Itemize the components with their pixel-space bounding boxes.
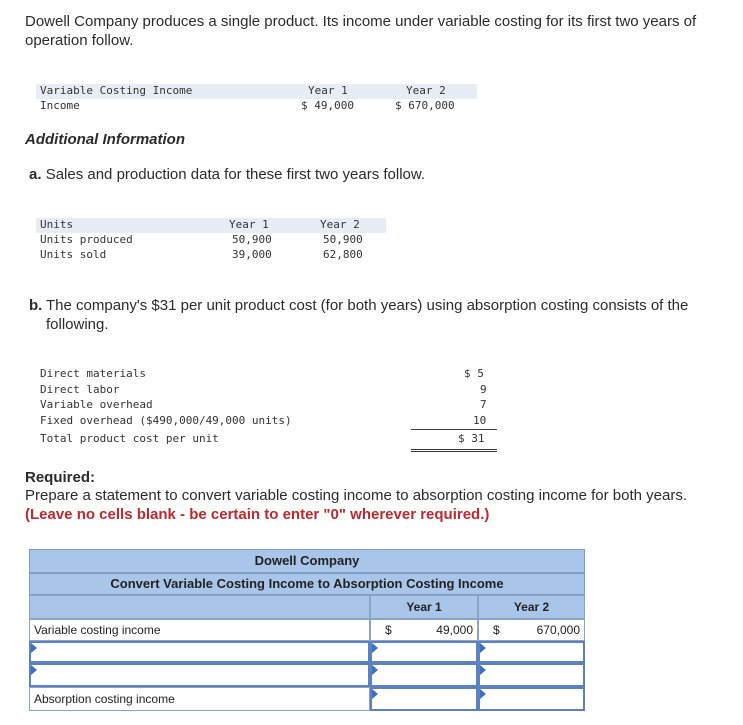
cost-row-value: 7 bbox=[480, 398, 487, 411]
required-title: Required: bbox=[25, 469, 96, 486]
cost-row bbox=[36, 414, 496, 430]
cost-row-value: $ 5 bbox=[464, 367, 484, 380]
units-table-header bbox=[36, 218, 386, 233]
units-row-year1: 39,000 bbox=[232, 248, 272, 261]
adjustment-label-input-2[interactable] bbox=[29, 663, 370, 687]
column-header-blank bbox=[29, 595, 370, 619]
cost-total-row bbox=[36, 432, 496, 448]
units-row-year1: 50,900 bbox=[232, 233, 272, 246]
income-header-label: Variable Costing Income bbox=[40, 84, 193, 97]
cost-total-label: Total product cost per unit bbox=[40, 432, 219, 445]
units-header-label: Units bbox=[40, 218, 74, 231]
cost-row-value: 10 bbox=[473, 413, 487, 427]
units-row bbox=[36, 233, 386, 248]
adjustment-year1-input-1[interactable] bbox=[370, 641, 478, 663]
part-b bbox=[29, 296, 729, 334]
cost-total-value: $ 31 bbox=[458, 432, 485, 445]
column-header-year1: Year 1 bbox=[370, 595, 478, 619]
units-row-label: Units produced bbox=[40, 233, 133, 246]
income-row bbox=[36, 99, 477, 114]
adjustment-label-input-1[interactable] bbox=[29, 641, 370, 663]
worksheet-title: Convert Variable Costing Income to Absorption Costing Income bbox=[29, 573, 585, 595]
additional-info-title: Additional Information bbox=[25, 131, 185, 148]
part-a-text: Sales and production data for these first two years follow. bbox=[45, 166, 426, 183]
adjustment-year2-input-2[interactable] bbox=[478, 663, 585, 687]
dropdown-arrow-icon bbox=[31, 643, 37, 653]
dropdown-arrow-icon bbox=[372, 665, 378, 675]
dropdown-arrow-icon bbox=[31, 665, 37, 675]
adjustment-year1-input-2[interactable] bbox=[370, 663, 478, 687]
required-note: (Leave no cells blank - be certain to enter "0" wherever required.) bbox=[25, 506, 490, 523]
variable-income-year2-cell bbox=[478, 619, 585, 641]
dollar-sign: $ bbox=[493, 623, 500, 637]
part-b-text: The company's $31 per unit product cost (for both years) using absorption costing consists of the following. bbox=[46, 297, 689, 333]
income-row-year2: $ 670,000 bbox=[395, 99, 455, 112]
worksheet bbox=[29, 549, 585, 713]
adjustment-year2-input-1[interactable] bbox=[478, 641, 585, 663]
income-row-label: Income bbox=[40, 99, 80, 112]
part-b-letter: b. bbox=[29, 297, 43, 314]
units-row-year2: 50,900 bbox=[323, 233, 363, 246]
dropdown-arrow-icon bbox=[372, 643, 378, 653]
variable-income-year2: 670,000 bbox=[536, 623, 580, 637]
cost-row-value: 9 bbox=[480, 382, 487, 396]
absorption-income-year1-input[interactable] bbox=[370, 687, 478, 711]
variable-income-label: Variable costing income bbox=[29, 619, 370, 641]
income-header-year2: Year 2 bbox=[406, 84, 446, 97]
units-table bbox=[36, 218, 386, 263]
dropdown-arrow-icon bbox=[480, 689, 486, 699]
units-row-label: Units sold bbox=[40, 248, 107, 261]
units-header-year2: Year 2 bbox=[320, 218, 360, 231]
cost-row-label: Variable overhead bbox=[40, 398, 153, 411]
cost-table bbox=[36, 367, 496, 445]
column-header-year2: Year 2 bbox=[478, 595, 585, 619]
income-row-year1: $ 49,000 bbox=[301, 99, 354, 112]
dollar-sign: $ bbox=[385, 623, 392, 637]
units-row-year2: 62,800 bbox=[323, 248, 363, 261]
cost-row-label: Direct labor bbox=[40, 382, 120, 396]
absorption-income-label: Absorption costing income bbox=[29, 687, 370, 711]
dropdown-arrow-icon bbox=[372, 689, 378, 699]
income-table-header bbox=[36, 84, 477, 99]
variable-income-year1-cell bbox=[370, 619, 478, 641]
cost-row bbox=[36, 398, 496, 414]
required-text: Prepare a statement to convert variable costing income to absorption costing income for both years. bbox=[25, 487, 688, 504]
dropdown-arrow-icon bbox=[480, 665, 486, 675]
cost-row-label: Direct materials bbox=[40, 367, 146, 380]
part-a-letter: a. bbox=[29, 166, 42, 183]
cost-row-label: Fixed overhead ($490,000/49,000 units) bbox=[40, 413, 292, 427]
variable-income-year1: 49,000 bbox=[436, 623, 473, 637]
income-header-year1: Year 1 bbox=[308, 84, 348, 97]
worksheet-company: Dowell Company bbox=[29, 549, 585, 573]
cost-total-double-rule bbox=[411, 449, 497, 452]
cost-subtotal-rule bbox=[411, 429, 497, 430]
intro-text: Dowell Company produces a single product. Its income under variable costing for its first two years of operation follow. bbox=[25, 13, 697, 49]
dropdown-arrow-icon bbox=[480, 643, 486, 653]
income-table bbox=[36, 84, 477, 114]
part-a bbox=[29, 165, 425, 184]
units-header-year1: Year 1 bbox=[229, 218, 269, 231]
cost-row bbox=[36, 383, 496, 399]
absorption-income-year2-input[interactable] bbox=[478, 687, 585, 711]
units-row bbox=[36, 248, 386, 263]
cost-row bbox=[36, 367, 496, 383]
